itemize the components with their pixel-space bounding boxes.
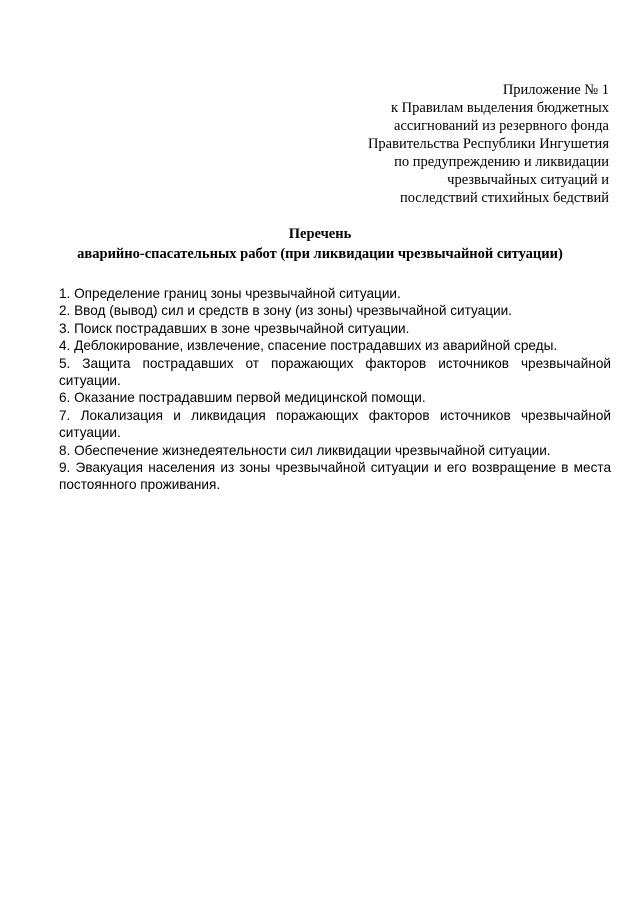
list-item: 7. Локализация и ликвидация поражающих факторов источников чрезвычайной ситуации.	[59, 407, 611, 441]
list-item: 1. Определение границ зоны чрезвычайной ситуации.	[59, 286, 401, 301]
list-item: 6. Оказание пострадавшим первой медицинской помощи.	[59, 390, 426, 406]
list-item: 2. Ввод (вывод) сил и средств в зону (из зоны) чрезвычайной ситуации.	[59, 303, 512, 319]
works-list	[59, 285, 611, 494]
list-item: 9. Эвакуация населения из зоны чрезвычайной ситуации и его возвращение в места постоянного проживания.	[59, 460, 611, 493]
document-title: Перечень	[288, 226, 352, 242]
appendix-line: последствий стихийных бедствий	[399, 190, 609, 206]
appendix-line: чрезвычайных ситуаций и	[447, 172, 609, 188]
list-item: 5. Защита пострадавших от поражающих факторов источников чрезвычайной ситуации.	[59, 355, 611, 389]
list-item: 8. Обеспечение жизнедеятельности сил ликвидации чрезвычайной ситуации.	[59, 442, 551, 458]
list-item: 3. Поиск пострадавших в зоне чрезвычайной ситуации.	[59, 320, 410, 336]
appendix-block	[368, 81, 609, 207]
appendix-line: ассигнований из резервного фонда	[394, 118, 609, 134]
list-item: 4. Деблокирование, извлечение, спасение пострадавших из аварийной среды.	[59, 338, 558, 354]
appendix-line: к Правилам выделения бюджетных	[391, 100, 609, 116]
appendix-line: Приложение № 1	[502, 82, 609, 98]
document-subtitle: аварийно-спасательных работ (при ликвидации чрезвычайной ситуации)	[77, 246, 563, 262]
appendix-line: Правительства Республики Ингушетия	[367, 136, 609, 152]
appendix-line: по предупреждению и ликвидации	[394, 154, 609, 170]
